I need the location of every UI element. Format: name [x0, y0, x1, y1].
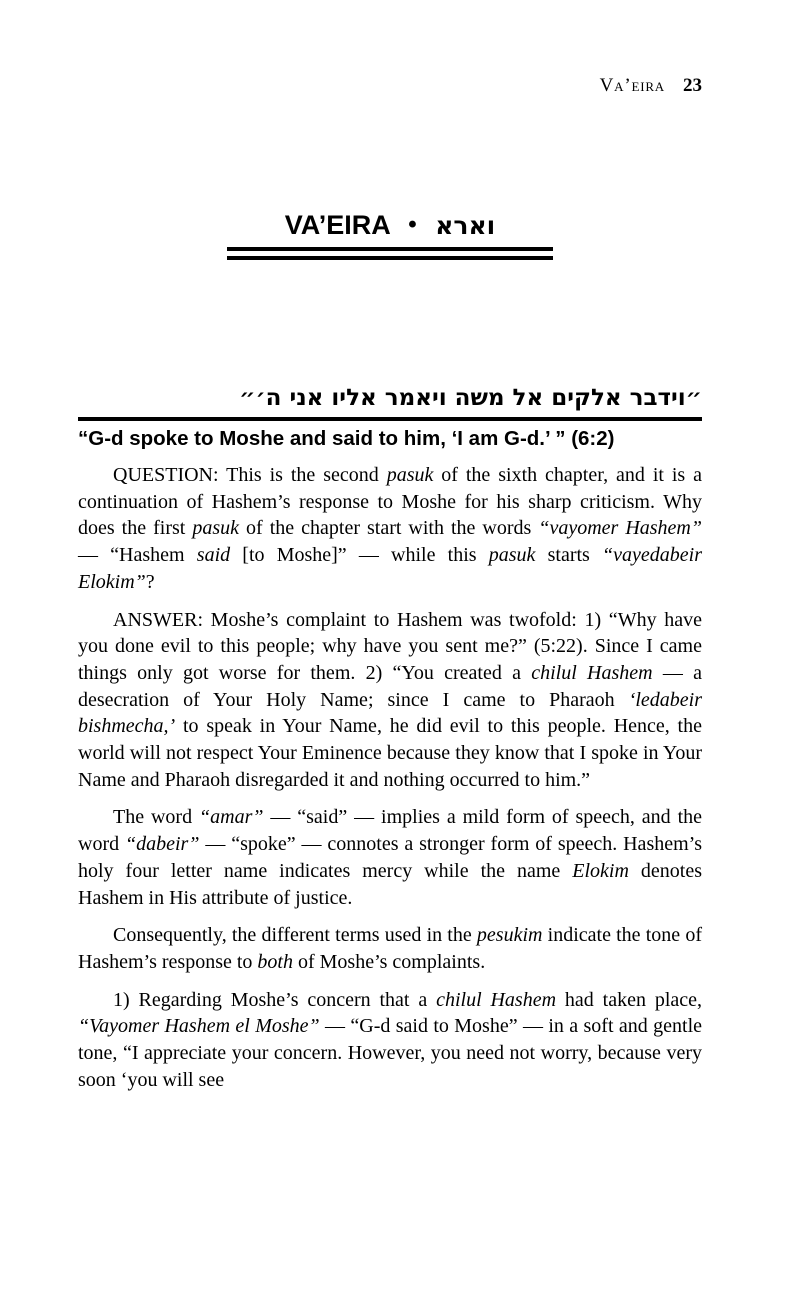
italic-text-run: chilul Hashem	[531, 661, 653, 684]
text-run: indicate the tone of Hashem’s response to	[78, 924, 702, 973]
paragraph	[78, 607, 702, 794]
text-run: [to Moshe]” — while this	[230, 544, 489, 567]
chapter-title	[78, 209, 702, 241]
verse-divider-rule	[78, 417, 702, 421]
text-run: — “spoke” — connotes a stronger form of speech. Hashem’s holy four letter name indicates mercy while the name	[78, 833, 702, 882]
text-run: Consequently, the different terms used in the	[113, 924, 477, 947]
text-run: — “G-d said to Moshe” — in a soft and gentle tone, “I appreciate your concern. However, you need not worry, because very soon ‘you will see	[78, 1015, 702, 1091]
italic-text-run: both	[257, 950, 293, 973]
text-run: starts	[535, 544, 603, 567]
italic-text-run: said	[196, 544, 231, 567]
text-run: QUESTION: This is the second	[113, 464, 387, 486]
text-run: 1) Regarding Moshe’s concern that a	[113, 988, 437, 1011]
running-header-section: Va’eira	[599, 75, 665, 96]
text-run: had taken place,	[556, 988, 703, 1011]
page-number: 23	[683, 75, 702, 96]
body-text	[78, 462, 702, 1093]
italic-text-run: pasuk	[386, 464, 434, 486]
text-run: ANSWER: Moshe’s complaint to Hashem was twofold: 1) “Why have you done evil to this people; why have you sent me?” (5:22). Since I came things only got worse for them. 2) “You created a	[78, 608, 702, 684]
paragraph	[78, 987, 702, 1094]
text-run: denotes Hashem in His attribute of justice.	[78, 859, 702, 909]
paragraph	[78, 922, 702, 975]
verse-translation-heading: “G-d spoke to Moshe and said to him, ‘I am G-d.’ ” (6:2)	[78, 427, 615, 450]
bullet-separator: •	[408, 211, 417, 238]
text-run: to speak in Your Name, he did evil to this people. Hence, the world will not respect Your Eminence because they know that I spoke in Your Name and Pharaoh disregarded it and nothing occurred to him.”	[78, 715, 702, 791]
rule-bar-top	[227, 247, 553, 251]
italic-text-run: pasuk	[488, 544, 536, 567]
italic-text-run: “dabeir”	[124, 833, 200, 856]
text-run: — a desecration of Your Holy Name; since I came to Pharaoh	[78, 661, 703, 711]
italic-text-run: “vayomer Hashem”	[538, 517, 703, 540]
italic-text-run: “Vayomer Hashem el Moshe”	[78, 1015, 320, 1038]
title-double-rule	[227, 247, 553, 260]
running-header	[78, 75, 702, 97]
italic-text-run: “vayedabeir Elokim”	[78, 544, 702, 593]
verse-hebrew: ״וידבר אלקים אל משה ויאמר אליו אני ה׳״	[239, 385, 702, 411]
text-run: of Moshe’s complaints.	[292, 950, 486, 973]
paragraph	[78, 804, 702, 911]
text-run: ?	[145, 570, 155, 593]
chapter-title-hebrew: וארא	[435, 211, 496, 240]
paragraph	[78, 462, 702, 596]
italic-text-run: pasuk	[192, 517, 240, 540]
italic-text-run: ‘ledabeir bishmecha,’	[78, 688, 702, 738]
text-run: of the sixth chapter, and it is a continuation of Hashem’s response to Moshe for his sharp criticism. Why does the first	[78, 464, 702, 540]
italic-text-run: pesukim	[476, 924, 543, 947]
italic-text-run: chilul Hashem	[436, 988, 557, 1011]
text-run: The word	[113, 806, 199, 829]
text-run: of the chapter start with the words	[239, 517, 539, 540]
text-run: — “Hashem	[78, 544, 197, 567]
italic-text-run: Elokim	[572, 859, 629, 882]
rule-bar-bottom	[227, 256, 553, 260]
text-run: — “said” — implies a mild form of speech, and the word	[78, 806, 703, 856]
italic-text-run: “amar”	[199, 806, 264, 829]
chapter-title-english: VA’EIRA	[284, 210, 390, 240]
